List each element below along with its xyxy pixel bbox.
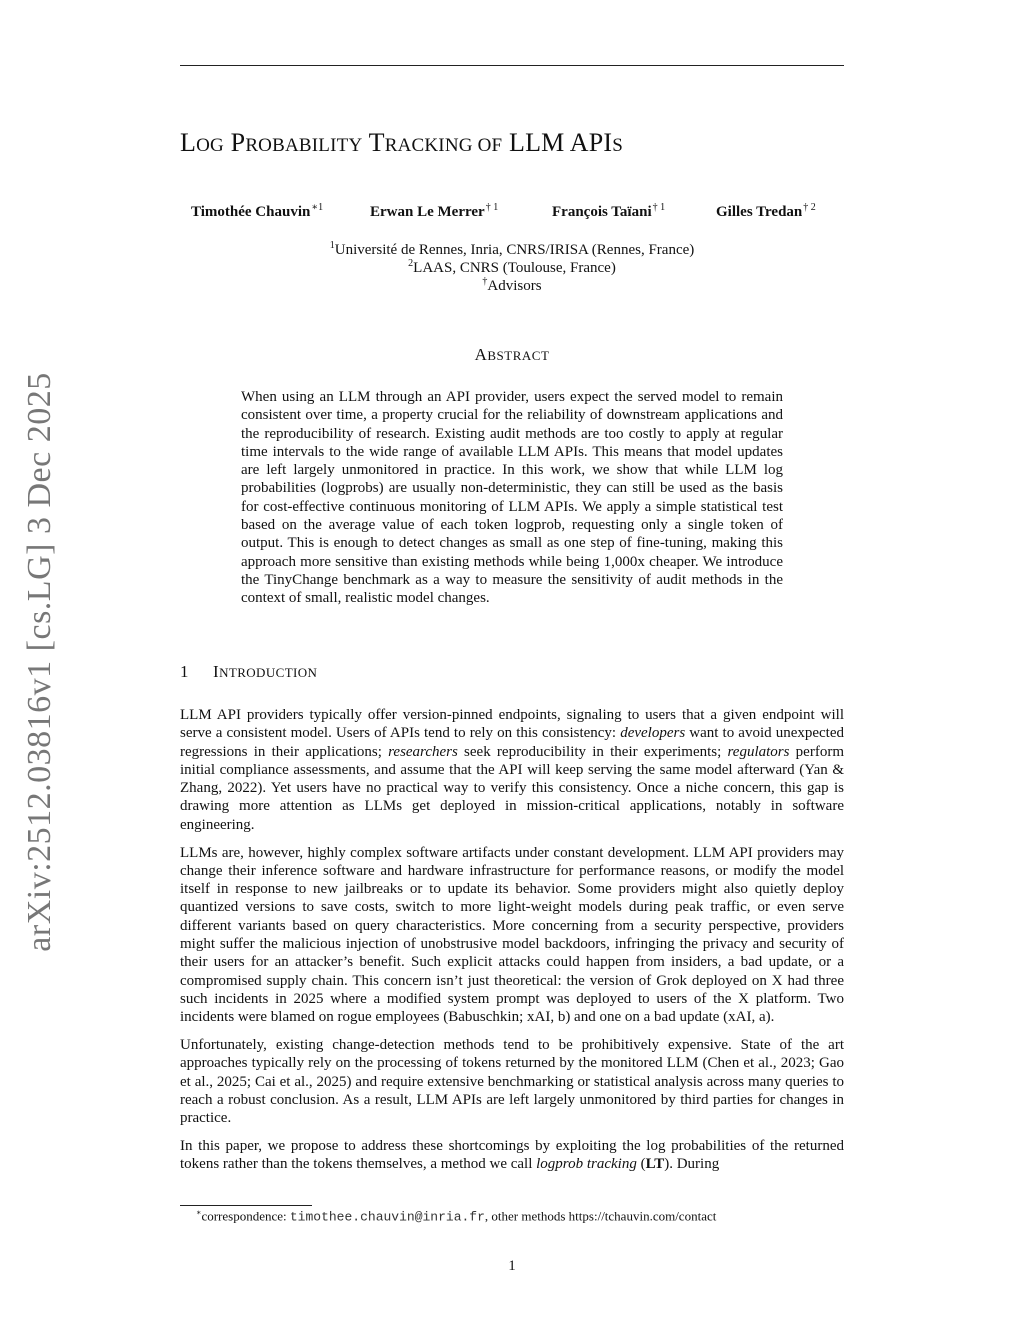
- paragraph: Unfortunately, existing change-detection methods tend to be prohibitively expensive. State of the art approaches typically rely on the processing of tokens returned by the monitored LLM (Chen et al., 2023; Gao et al., 2025; Cai et al., 2025) and require extensive benchmarking or statistical analysis across many queries to reach a robust conclusion. As a result, LLM APIs are left largely unmonitored by third parties for changes in practice.: [180, 1037, 844, 1127]
- footnote: ∗correspondence: timothee.chauvin@inria.fr, other methods https://tchauvin.com/contact: [196, 1208, 717, 1225]
- page-number: 1: [508, 1258, 516, 1274]
- paragraph: LLM API providers typically offer version-pinned endpoints, signaling to users that a given endpoint will serve a consistent model. Users of APIs tend to rely on this consistency: developers want to avoid unexpected regressions in their applications; researchers seek reproducibility in their experiments; regulators perform initial compliance assessments, and assume that the API will keep serving the same model afterward (Yan & Zhang, 2022). Yet users have no practical way to verify this consistency. Once a niche concern, this gap is drawing more attention as LLMs get deployed in mission-critical applications, notably in software engineering.: [180, 707, 845, 833]
- arxiv-watermark: arXiv:2512.03816v1 [cs.LG] 3 Dec 2025: [21, 372, 58, 952]
- section-heading: 1 INTRODUCTION: [180, 662, 318, 681]
- body-text: [180, 706, 844, 1183]
- header-rule: [180, 65, 844, 66]
- footnote-rule: [180, 1205, 312, 1206]
- author-list: [0, 202, 1024, 224]
- author: François Taïani$^{\dagger 1}$: [552, 202, 666, 220]
- abstract-text: When using an LLM through an API provider, users expect the served model to remain consistent over time, a property crucial for the reliability of downstream applications and the reproducibility of research. Existing audit methods are too costly to apply at regular time intervals to the wide range of available LLM APIs. This means that model updates are left largely unmonitored in practice. In this work, we show that while LLM log probabilities (logprobs) are usually non-deterministic, they can still be used as the basis for cost-effective continuous monitoring of LLM APIs. We apply a simple statistical test based on the average value of each token logprob, requesting only a single token of output. This is enough to detect changes as small as one step of fine-tuning, making this approach more sensitive than existing methods while being 1,000x cheaper. We introduce the TinyChange benchmark as a way to measure the sensitivity of audit methods in the context of small, realistic model changes.: [241, 389, 783, 607]
- affiliation: †Advisors: [482, 276, 542, 294]
- abstract-heading: ABSTRACT: [474, 345, 550, 364]
- author: Erwan Le Merrer$^{\dagger 1}$: [370, 202, 499, 220]
- paragraph: LLMs are, however, highly complex software artifacts under constant development. LLM API providers may change their inference software and hardware infrastructure for performance reasons, or modify the model itself in response to new jailbreaks or to update its behavior. Some providers might also quietly deploy quantized versions to save costs, switch to more light-weight models during peak traffic, or even serve different variants based on query characteristics. More concerning from a security perspective, providers might suffer the malicious injection of unobstrusive model backdoors, infringing the privacy and security of their users for an attacker’s benefit. Such explicit attacks could happen from insiders, a bad update, or a compromised supply chain. This concern isn’t just theoretical: the version of Grok deployed on X had three such incidents in 2025 where a modified system prompt was deployed to users of the X platform. Two incidents were blamed on rogue employees (Babuschkin; xAI, b) and one on a bad update (xAI, a).: [180, 844, 844, 1026]
- email-link[interactable]: timothee.chauvin@inria.fr: [289, 1209, 485, 1225]
- paper-title: LOG PROBABILITY TRACKING OF LLM APIS: [180, 128, 624, 157]
- affiliation: $^1$Université de Rennes, Inria, CNRS/IRISA (Rennes, France): [329, 240, 695, 258]
- paragraph: In this paper, we propose to address these shortcomings by exploiting the log probabilities of the returned tokens rather than the tokens themselves, a method we call logprob tracking (LT). During: [180, 1138, 844, 1173]
- author: Timothée Chauvin$^{∗1}$: [191, 202, 324, 220]
- author: Gilles Tredan$^{\dagger 2}$: [716, 202, 816, 220]
- affiliation: $^2$LAAS, CNRS (Toulouse, France): [408, 258, 616, 276]
